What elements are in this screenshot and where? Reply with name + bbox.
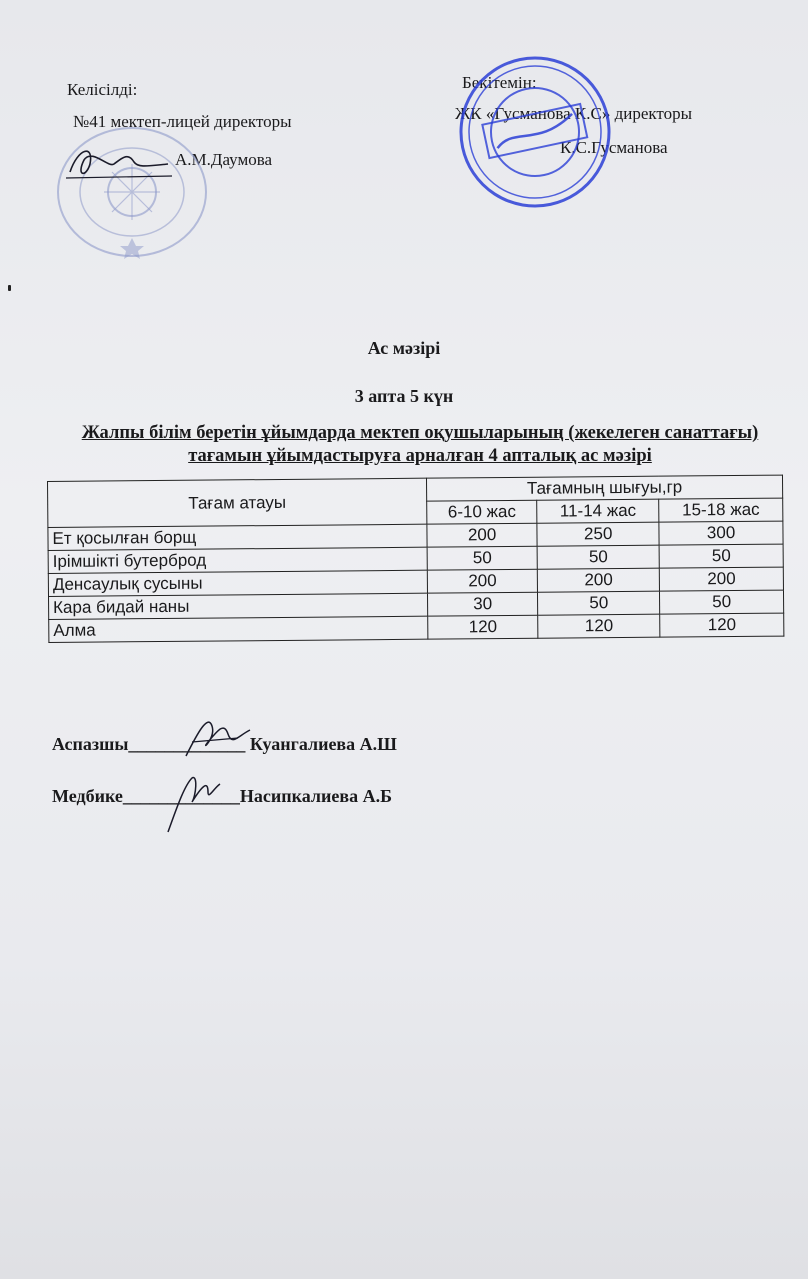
portion-cell: 50	[427, 546, 537, 570]
portion-cell: 250	[537, 522, 659, 546]
cook-signature-blank: _____________	[128, 734, 246, 754]
age-group-header: 15-18 жас	[659, 498, 783, 522]
cook-label: Аспазшы	[52, 734, 129, 754]
column-header-name: Тағам атауы	[48, 478, 427, 527]
portion-cell: 200	[659, 567, 783, 591]
age-group-header: 6-10 жас	[427, 500, 537, 524]
left-position: №41 мектеп-лицей директоры	[73, 112, 292, 131]
portion-cell: 50	[537, 545, 659, 569]
menu-table	[47, 475, 784, 643]
director-signature	[64, 138, 174, 189]
portion-cell: 50	[538, 591, 660, 615]
nurse-label: Медбике	[52, 786, 123, 806]
menu-subtitle: Жалпы білім беретін ұйымдарда мектеп оқушыларының (жекелеген санаттағы) тағамын ұйымдастыруға арналған 4 апталық ас мәзірі	[81, 423, 759, 466]
portion-cell: 200	[538, 568, 660, 592]
approved-label: Бекітемін:	[462, 73, 537, 92]
cook-signature	[178, 712, 258, 767]
portion-cell: 200	[427, 523, 537, 547]
portion-cell: 120	[660, 613, 784, 637]
age-group-header: 11-14 жас	[537, 499, 659, 523]
dish-name: Алма	[49, 616, 428, 642]
portion-cell: 200	[427, 569, 537, 593]
dish-name: Ірімшікті бутерброд	[48, 547, 427, 573]
nurse-signature	[158, 766, 228, 841]
stray-mark	[8, 285, 11, 291]
portion-cell: 50	[660, 590, 784, 614]
portion-cell: 120	[428, 615, 538, 639]
dish-name: Ет қосылған борщ	[48, 524, 427, 550]
portion-cell: 30	[427, 592, 537, 616]
company-round-stamp	[455, 52, 615, 217]
cook-name: Куангалиева А.Ш	[249, 734, 397, 754]
column-header-output: Тағамның шығуы,гр	[426, 475, 782, 501]
right-signer: К.С.Гусманова	[560, 138, 668, 157]
left-signer: А.М.Даумова	[175, 150, 273, 169]
week-day-label: 3 апта 5 күн	[354, 386, 454, 406]
dish-name: Денсаулық сусыны	[48, 570, 427, 596]
portion-cell: 300	[659, 521, 783, 545]
portion-cell: 50	[659, 544, 783, 568]
dish-name: Кара бидай наны	[49, 593, 428, 619]
agreed-label: Келісілді:	[67, 80, 138, 99]
right-position: ЖК «Гусманова К.С» директоры	[455, 104, 693, 123]
portion-cell: 120	[538, 614, 660, 638]
document-title: Ас мәзірі	[367, 338, 441, 358]
nurse-name: Насипкалиева А.Б	[239, 786, 392, 806]
nurse-signature-blank: _____________	[122, 786, 240, 806]
